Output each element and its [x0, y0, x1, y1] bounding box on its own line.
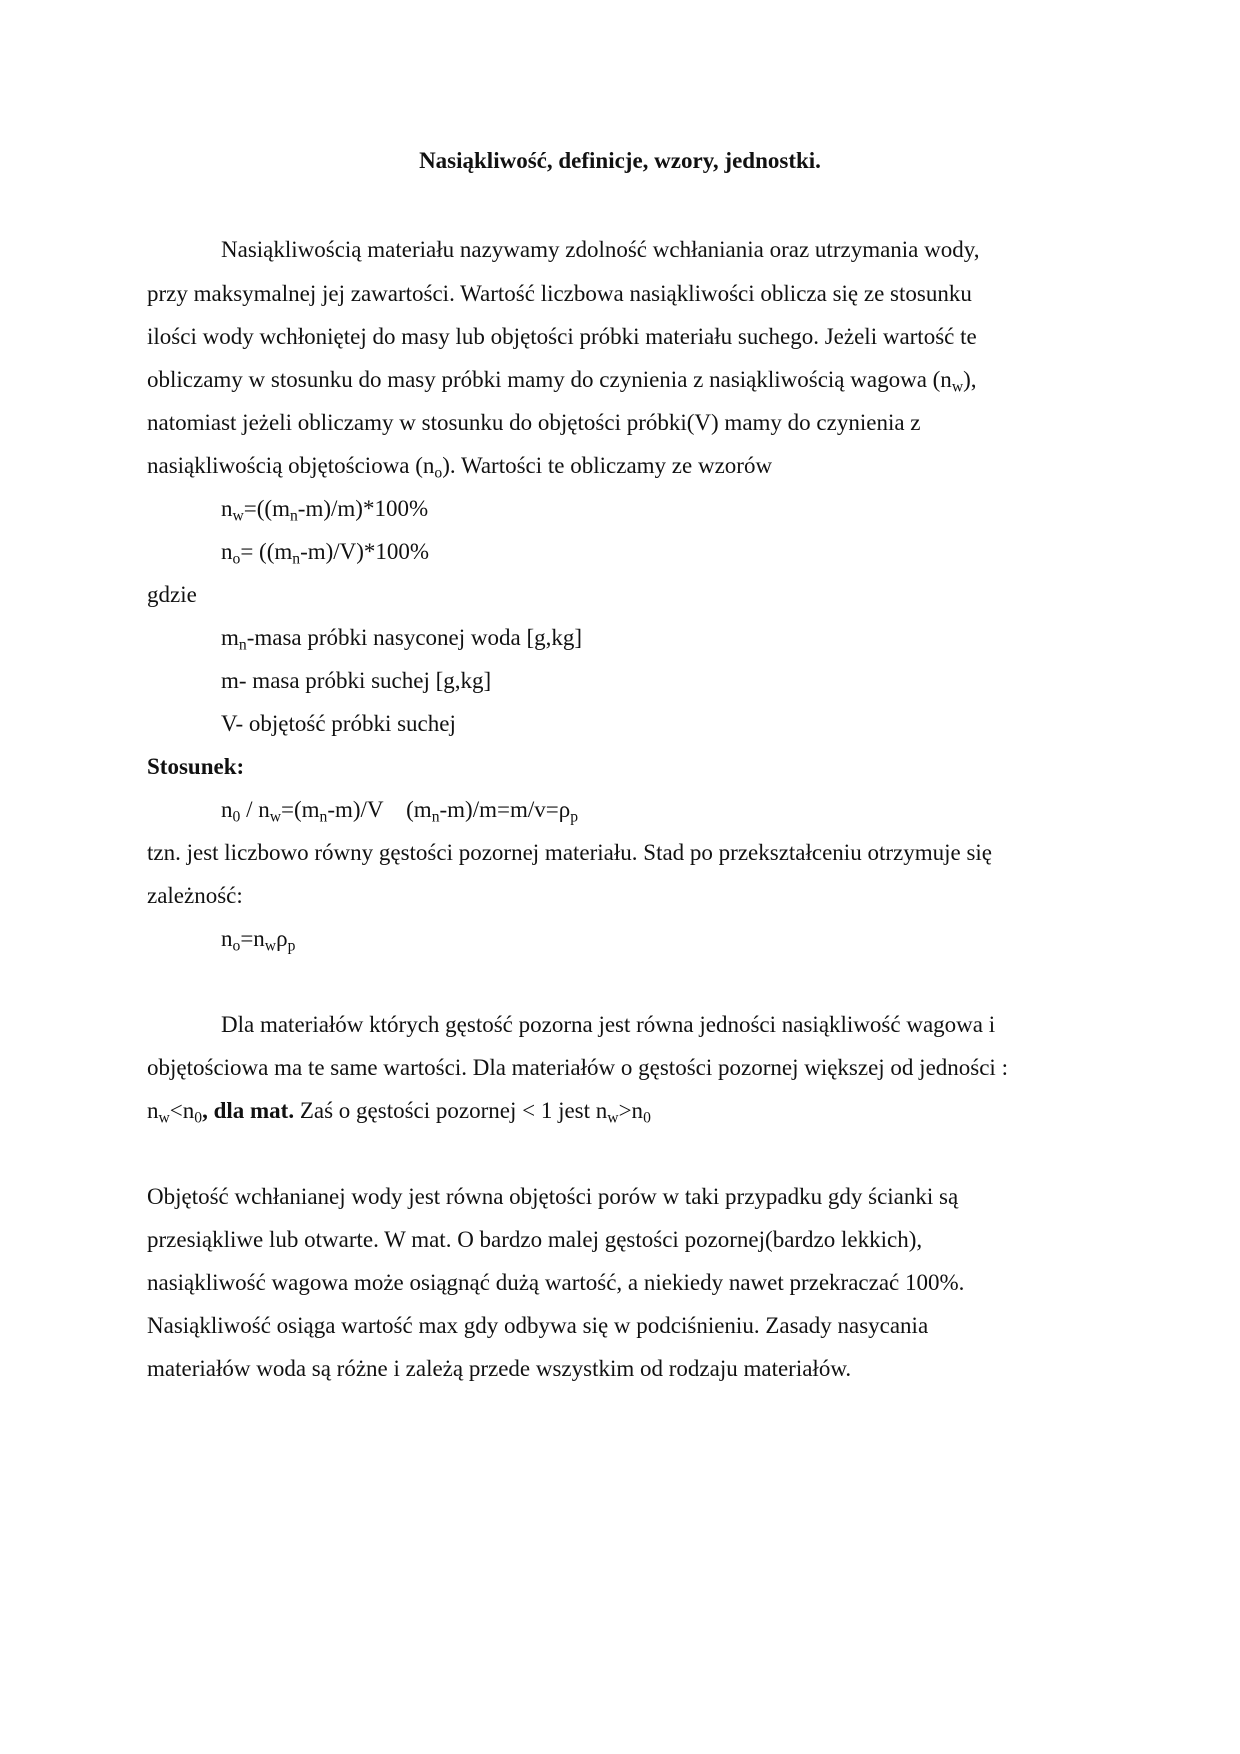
formula-ratio: [221, 797, 579, 826]
subscript: n: [238, 636, 247, 654]
formula-part: / n: [240, 797, 270, 822]
formula-part: = ((m: [240, 539, 293, 564]
subscript: o: [434, 464, 443, 482]
formula-part: =(m: [281, 797, 320, 822]
p1-line-6: [147, 453, 773, 482]
formula-part: >n: [618, 1098, 644, 1123]
p4-line-4: Nasiąkliwość osiąga wartość max gdy odbywa się w podciśnieniu. Zasady nasycania: [147, 1313, 929, 1338]
subscript: 0: [194, 1109, 203, 1127]
formula-part: n: [221, 926, 233, 951]
formula-part: n: [221, 539, 233, 564]
p3-line-1: Dla materiałów których gęstość pozorna jest równa jedności nasiąkliwość wagowa i: [221, 1012, 996, 1037]
subscript: n: [292, 550, 301, 568]
p4-line-5: materiałów woda są różne i zależą przede wszystkim od rodzaju materiałów.: [147, 1356, 852, 1381]
subscript: w: [951, 378, 964, 396]
formula-volume-absorption: [221, 539, 430, 568]
p1-line-3: ilości wody wchłoniętej do masy lub objętości próbki materiału suchego. Jeżeli wartość te: [147, 324, 977, 349]
definition-v: V- objętość próbki suchej: [221, 711, 456, 736]
p1-line-2: przy maksymalnej jej zawartości. Wartość liczbowa nasiąkliwości oblicza się ze stosunku: [147, 281, 972, 306]
subscript: w: [264, 937, 277, 955]
subscript: p: [287, 937, 296, 955]
subscript: w: [232, 507, 244, 525]
p2-line-2: zależność:: [147, 883, 243, 908]
definition-mn: [221, 625, 583, 654]
formula-part: n: [221, 797, 233, 822]
p2-line-1: tzn. jest liczbowo równy gęstości pozornej materiału. Stad po przekształceniu otrzymuje się: [147, 840, 992, 865]
p4-line-1: Objętość wchłanianej wody jest równa objętości porów w taki przypadku gdy ścianki są: [147, 1184, 959, 1209]
subscript: n: [289, 507, 298, 525]
def-symbol: m: [221, 625, 239, 650]
p1-line-6-text: nasiąkliwością objętościowa (n: [147, 453, 435, 478]
text: Zaś o gęstości pozornej < 1 jest n: [294, 1098, 608, 1123]
def-text: -masa próbki nasyconej woda [g,kg]: [246, 625, 583, 650]
formula-weight-absorption: [221, 496, 429, 525]
p1-line-4: [147, 367, 977, 396]
p1-line-1: Nasiąkliwością materiału nazywamy zdolność wchłaniania oraz utrzymania wody,: [221, 237, 980, 262]
subscript: n: [319, 808, 328, 826]
formula-relation: [221, 926, 296, 955]
subscript: w: [158, 1109, 170, 1127]
bold-text: , dla mat.: [202, 1098, 295, 1123]
subscript: w: [269, 808, 281, 826]
subscript: o: [232, 937, 241, 955]
p3-line-3: [147, 1098, 651, 1127]
subscript: p: [570, 808, 579, 826]
subscript: 0: [232, 808, 241, 826]
formula-part: -m)/V)*100%: [300, 539, 430, 564]
formula-part: -m)/m)*100%: [297, 496, 429, 521]
subscript: n: [431, 808, 440, 826]
p1-line-4-end: ),: [963, 367, 977, 392]
p1-line-5: natomiast jeżeli obliczamy w stosunku do objętości próbki(V) mamy do czynienia z: [147, 410, 921, 435]
subscript: o: [232, 550, 241, 568]
ratio-label: Stosunek:: [147, 754, 245, 779]
formula-part: =n: [240, 926, 265, 951]
p4-line-3: nasiąkliwość wagowa może osiągnąć dużą wartość, a niekiedy nawet przekraczać 100%.: [147, 1270, 965, 1295]
definition-m: m- masa próbki suchej [g,kg]: [221, 668, 492, 693]
formula-part: n: [147, 1098, 159, 1123]
subscript: 0: [643, 1109, 651, 1127]
p1-line-4-text: obliczamy w stosunku do masy próbki mamy do czynienia z nasiąkliwością wagowa (n: [147, 367, 952, 392]
document-title: Nasiąkliwość, definicje, wzory, jednostki.: [419, 148, 821, 173]
formula-part: =((m: [243, 496, 290, 521]
formula-part: ρ: [276, 926, 288, 951]
formula-part: -m)/V (m: [327, 797, 432, 822]
p4-line-2: przesiąkliwe lub otwarte. W mat. O bardzo malej gęstości pozornej(bardzo lekkich),: [147, 1227, 923, 1252]
formula-part: <n: [169, 1098, 195, 1123]
formula-part: n: [221, 496, 233, 521]
where-label: gdzie: [147, 582, 197, 607]
p1-line-6-end: ). Wartości te obliczamy ze wzorów: [442, 453, 773, 478]
subscript: w: [607, 1109, 619, 1127]
formula-part: -m)/m=m/v=ρ: [439, 797, 571, 822]
p3-line-2: objętościowa ma te same wartości. Dla materiałów o gęstości pozornej większej od jedności :: [147, 1055, 1008, 1080]
